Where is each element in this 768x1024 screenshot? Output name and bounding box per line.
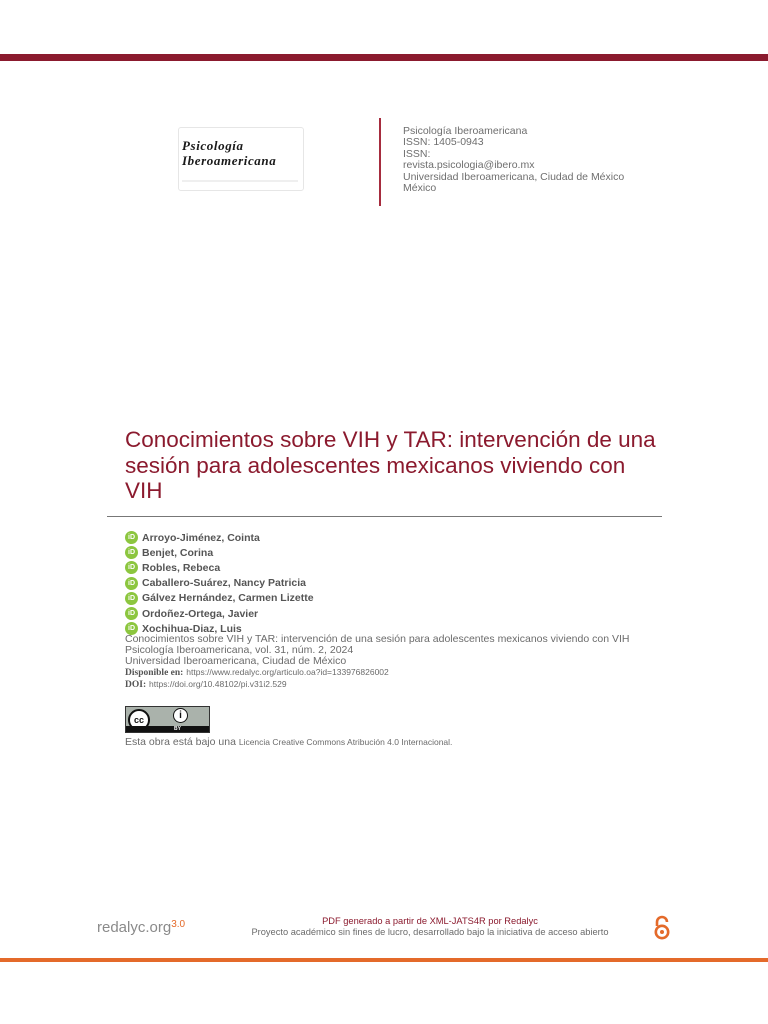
author-name: Caballero-Suárez, Nancy Patricia (142, 577, 306, 590)
doi-link[interactable]: https://doi.org/10.48102/pi.v31i2.529 (149, 679, 287, 689)
redalyc-logo-version: 3.0 (171, 919, 186, 930)
author-name: Ordoñez-Ortega, Javier (142, 607, 259, 620)
author-item (125, 591, 314, 606)
by-icon: i (173, 708, 188, 723)
author-name: Benjet, Corina (142, 546, 214, 559)
available-link[interactable]: https://www.redalyc.org/articulo.oa?id=133976826002 (186, 667, 389, 677)
bottom-accent-bar (0, 958, 768, 962)
orcid-icon[interactable]: iD (125, 607, 138, 620)
license-prefix: Esta obra está bajo una (125, 736, 236, 748)
footer-generated: PDF generado a partir de XML-JATS4R por Redalyc (322, 916, 538, 926)
orcid-icon[interactable]: iD (125, 577, 138, 590)
journal-logo-underline (182, 180, 298, 182)
orcid-icon[interactable]: iD (125, 546, 138, 559)
header-divider (379, 118, 381, 206)
journal-name: Psicología Iberoamericana (403, 125, 528, 137)
journal-country: México (403, 182, 437, 195)
author-item (125, 560, 314, 575)
title-rule (107, 516, 662, 517)
journal-logo (178, 127, 304, 191)
orcid-icon[interactable]: iD (125, 561, 138, 574)
footer-project: Proyecto académico sin fines de lucro, desarrollado bajo la iniciativa de acceso abierto (251, 926, 609, 937)
citation-institution: Universidad Iberoamericana, Ciudad de México (125, 655, 347, 667)
open-access-icon (653, 915, 671, 941)
available-label: Disponible en: (125, 668, 184, 678)
license-note (125, 736, 452, 748)
citation-title: Conocimientos sobre VIH y TAR: intervención de una sesión para adolescentes mexicanos viviendo con VIH (125, 633, 630, 645)
author-name: Arroyo-Jiménez, Cointa (142, 531, 260, 544)
journal-logo-line2: Iberoamericana (182, 153, 277, 168)
cc-icon: cc (128, 709, 150, 731)
orcid-icon[interactable]: iD (125, 531, 138, 544)
author-item (125, 576, 314, 591)
journal-institution: Universidad Iberoamericana, Ciudad de México (403, 170, 625, 183)
citation-doi (125, 679, 660, 691)
orcid-icon[interactable]: iD (125, 592, 138, 605)
author-item (125, 545, 314, 560)
author-name: Robles, Rebeca (142, 561, 221, 574)
author-list (125, 530, 314, 636)
doi-label: DOI: (125, 680, 147, 690)
by-label: BY (174, 726, 181, 732)
orcid-icon[interactable]: iD (125, 622, 138, 635)
author-name: Gálvez Hernández, Carmen Lizette (142, 592, 314, 605)
footer-text (210, 916, 650, 937)
citation-available (125, 667, 660, 679)
top-accent-bar (0, 54, 768, 61)
journal-issn: ISSN: 1405-0943 (403, 136, 484, 149)
journal-email[interactable]: revista.psicologia@ibero.mx (403, 159, 535, 172)
author-item (125, 606, 314, 621)
cc-badge-strip (126, 726, 209, 732)
author-item (125, 530, 314, 545)
license-link[interactable]: Licencia Creative Commons Atribución 4.0 Internacional. (238, 737, 453, 747)
redalyc-logo-text: redalyc.org (97, 919, 172, 936)
journal-info (403, 126, 624, 194)
author-name: Xochihua-Diaz, Luis (142, 622, 242, 635)
article-title: Conocimientos sobre VIH y TAR: intervención de una sesión para adolescentes mexicanos viviendo con VIH (125, 427, 656, 503)
citation-journal: Psicología Iberoamericana, vol. 31, núm. 2, 2024 (125, 644, 354, 656)
cc-license-badge[interactable] (125, 706, 210, 733)
citation-block (125, 634, 660, 691)
journal-logo-line1: Psicología (182, 138, 244, 153)
journal-eissn: ISSN: (403, 147, 431, 160)
redalyc-logo (97, 919, 185, 937)
